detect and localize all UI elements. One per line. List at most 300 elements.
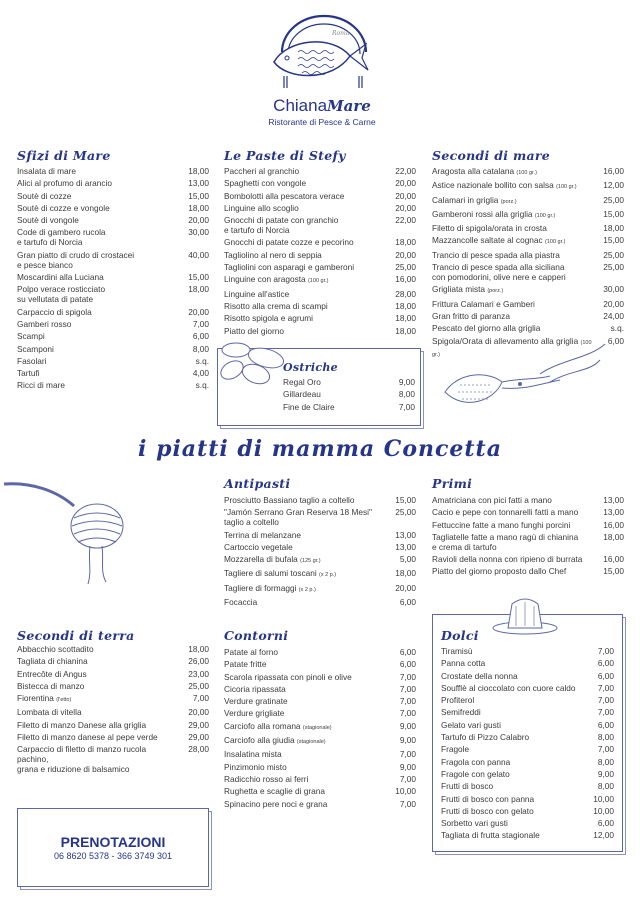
menu-item-name: Polpo verace rosticciato su vellutata di patate [17,284,106,305]
menu-item-label [224,274,328,286]
menu-item-price: 18,00 [188,166,209,176]
logo-script: Roma [332,30,350,37]
menu-item-price: 9,00 [597,768,614,779]
menu-item-name: Scamponi [17,343,54,354]
menu-item-price: 5,00 [399,554,416,565]
section-title-antipasti: Antipasti [224,476,291,491]
menu-item [17,644,209,654]
menu-item-name: Linguine all'astice [224,288,290,299]
menu-item-name: Verdure grigliate [224,708,285,719]
menu-item-name: Tartufo di Pizzo Calabro [441,732,530,743]
menu-item-price: 10,00 [593,793,614,804]
menu-item-name: Pescato del giorno alla griglia [432,323,541,334]
menu-item-name: Panna cotta [441,658,486,669]
menu-item [17,178,209,188]
menu-item-name: Tagliere di formaggi [224,582,297,593]
menu-item-price: 7,00 [399,671,416,682]
menu-item-name: Soutè di cozze e vongole [17,202,110,213]
menu-item-name: Grigliata mista [432,284,486,295]
list-secondi-terra [17,644,209,777]
menu-item [441,720,614,730]
menu-item-price: 6,00 [399,659,416,670]
menu-item-label [17,693,71,705]
menu-item [432,532,624,552]
menu-item [432,284,624,296]
menu-item [432,507,624,517]
menu-item-price: 7,00 [597,682,614,693]
reservations-phones[interactable]: 06 8620 5378 - 366 3749 301 [53,851,173,861]
menu-item-name: Tagliatelle fatte a mano ragù di chianina e crema di tartufo [432,531,579,552]
menu-item [432,235,624,247]
list-primi [432,495,624,579]
menu-item-price: 8,00 [597,732,614,743]
menu-item-name: Bistecca di manzo [17,680,85,691]
menu-item-price: 20,00 [395,178,416,189]
menu-item-name: Prosciutto Bassiano taglio a coltello [224,495,355,505]
menu-item-note: (porz.) [487,288,504,295]
menu-item [441,744,614,754]
menu-item-price: 15,00 [603,208,624,219]
menu-item-price: 25,00 [395,262,416,273]
menu-item-name: Tagliere di salumi toscani [224,568,317,579]
menu-item [441,658,614,668]
menu-item [17,669,209,679]
menu-item [17,707,209,717]
menu-item-name: Profiterol [441,695,475,706]
menu-item [224,262,416,272]
menu-item [224,762,416,772]
menu-item-name: Cacio e pepe con tonnarelli fatti a mano [432,507,579,518]
menu-item [17,380,209,390]
menu-item [17,693,209,705]
menu-item-price: 22,00 [395,215,416,226]
menu-item-name: Tartufi [17,368,40,379]
menu-item [224,191,416,201]
menu-item-price: 20,00 [395,582,416,593]
menu-item [283,402,415,412]
menu-item [224,799,416,809]
menu-item-price: 16,00 [395,274,416,285]
menu-item-name: Abbacchio scottadito [17,644,94,654]
menu-item-price: 7,00 [399,683,416,694]
menu-item [224,659,416,669]
menu-item-price: s.q. [195,380,209,391]
menu-item-name: Fragole con gelato [441,768,510,779]
pudding-icon [490,592,560,636]
menu-item-price: 6,00 [192,331,209,342]
menu-item-label [432,284,503,296]
menu-item-price: 29,00 [188,719,209,730]
menu-item-name: Spigola/Orata di allevamento alla griglia [432,335,579,346]
section-title-paste: Le Paste di Stefy [224,148,346,163]
menu-item-name: Cartoccio vegetale [224,541,293,552]
menu-item-name: Gamberi rosso [17,318,72,329]
menu-item [17,307,209,317]
menu-item [432,209,624,221]
menu-item [224,774,416,784]
menu-item-name: Tagliolini con asparagi e gamberoni [224,262,355,273]
brand-name-script: Mare [327,97,371,115]
menu-item-name: Lombata di vitella [17,707,82,718]
squid-icon [440,340,610,430]
menu-item-name: Frutti di bosco con panna [441,793,535,804]
section-title-contorni: Contorni [224,628,289,643]
menu-item-label [224,735,326,747]
menu-item-name: Risotto spigola e agrumi [224,313,314,324]
menu-item-note: (stagionale) [296,739,326,746]
menu-item-name: Radicchio rosso ai ferri [224,773,309,784]
menu-item-label [432,195,517,207]
menu-item [224,583,416,595]
menu-item-price: 7,00 [399,773,416,784]
menu-item-name: Fragole [441,744,470,755]
menu-item-price: 16,00 [603,519,624,530]
menu-item-name: Tagliolino al nero di seppia [224,249,322,260]
menu-item [17,272,209,282]
list-antipasti [224,495,416,609]
menu-item-name: Frittura Calamari e Gamberi [432,298,535,309]
menu-item-name: Rughetta e scaglie di grana [224,786,326,797]
menu-item-name: Frutti di bosco con gelato [441,805,534,816]
menu-item [283,389,415,399]
menu-item [17,732,209,742]
menu-item [224,495,416,505]
menu-item-name: Mazzancolle saltate al cognac [432,235,543,246]
menu-item-price: 12,00 [593,830,614,841]
menu-item-label [432,209,555,221]
menu-item [224,237,416,247]
menu-item-name: "Jamón Serrano Gran Reserva 18 Mesi" taglio a coltello [224,507,372,528]
menu-item-name: Linguine allo scoglio [224,202,299,213]
menu-item-note: (porz.) [500,198,517,205]
menu-item-note: (stagionale) [302,724,332,731]
section-title-sfizi: Sfizi di Mare [17,148,111,163]
menu-item [224,672,416,682]
menu-item-price: 18,00 [395,313,416,324]
menu-item-price: 13,00 [188,178,209,189]
menu-item-price: 29,00 [188,732,209,743]
menu-item-price: 18,00 [395,568,416,579]
menu-item [224,313,416,323]
menu-item-note: (100 gr.) [432,339,592,358]
menu-item [432,195,624,207]
menu-item [441,695,614,705]
menu-item-label [224,554,321,566]
menu-item-name: Soutè di vongole [17,215,79,226]
menu-item-name: Scampi [17,331,45,342]
menu-item [224,215,416,235]
menu-item-note: (x 2 p.) [298,586,316,593]
menu-item-price: 20,00 [188,707,209,718]
menu-item-label [224,583,316,595]
fish-logo-icon [262,14,382,96]
menu-item-price: 6,00 [607,335,624,346]
menu-item-price: 8,00 [597,781,614,792]
menu-item-name: Patate fritte [224,659,267,670]
menu-item-label [432,180,577,192]
menu-item [432,299,624,309]
menu-item-price: 20,00 [188,215,209,226]
menu-item [441,671,614,681]
menu-item-price: 15,00 [603,235,624,246]
menu-item-price: 8,00 [398,389,415,400]
menu-item-price: 8,00 [192,343,209,354]
section-title-ostriche: Ostriche [283,361,338,374]
menu-item-price: 25,00 [603,262,624,273]
menu-item-price: 20,00 [188,306,209,317]
menu-item-name: Cicoria ripassata [224,683,286,694]
menu-item-price: 25,00 [395,507,416,518]
menu-item-price: 7,00 [192,318,209,329]
menu-item-price: 16,00 [603,166,624,176]
menu-item-name: Soufflè al cioccolato con cuore caldo [441,682,576,693]
menu-item-name: Gnocchi di patate con granchio e tartufo di Norcia [224,215,339,236]
list-contorni [224,647,416,811]
menu-item-price: 9,00 [399,735,416,746]
menu-item [432,250,624,260]
menu-item [17,250,209,270]
menu-item-price: 6,00 [399,597,416,608]
menu-item-price: 6,00 [597,658,614,669]
menu-item-name: Frutti di bosco [441,781,494,792]
menu-item-name: Gran fritto di paranza [432,310,510,321]
menu-item-note: (x 2 p.) [319,572,337,579]
menu-item [17,356,209,366]
menu-item-name: Insalata di mare [17,166,77,176]
menu-item-price: 18,00 [603,223,624,234]
menu-item [17,344,209,354]
logo [262,14,382,134]
menu-item-name: Paccheri al granchio [224,166,300,176]
menu-item [432,323,624,333]
menu-item-note: (100 gr.) [545,239,566,246]
menu-item [441,830,614,840]
menu-item [17,215,209,225]
menu-item [17,720,209,730]
menu-item-name: Gnocchi di patate cozze e pecorino [224,237,354,248]
menu-item-name: Astice nazionale bollito con salsa [432,180,554,191]
menu-item [432,554,624,564]
menu-item-name: Tagliata di chianina [17,656,88,667]
list-dolci [441,646,614,843]
menu-item-name: Verdure gratinate [224,696,288,707]
menu-item [224,326,416,336]
menu-item [432,262,624,282]
menu-item [432,566,624,576]
list-sfizi [17,166,209,393]
menu-item [224,274,416,286]
menu-item-name: Patate al forno [224,647,278,657]
menu-item-name: Tiramisù [441,646,473,656]
menu-item-name: Ricci di mare [17,380,65,391]
menu-item-price: 7,00 [192,693,209,704]
menu-item-price: 26,00 [188,656,209,667]
menu-item-note: (l'etto) [56,697,72,704]
oysters-icon [218,340,288,388]
section-title-dolci: Dolci [441,628,479,643]
spaghetti-fork-icon [2,476,132,586]
menu-item [17,319,209,329]
section-title-secondi-terra: Secondi di terra [17,628,135,643]
menu-item-price: 22,00 [395,166,416,176]
menu-item-price: 7,00 [399,749,416,760]
menu-item-name: Fine de Claire [283,401,335,412]
menu-item-name: Aragosta alla catalana [432,166,515,176]
menu-item [224,735,416,747]
menu-item-price: 9,00 [398,377,415,387]
menu-item-name: Carciofo alla romana [224,720,301,731]
menu-item-price: 7,00 [399,696,416,707]
menu-item [17,166,209,176]
menu-item [441,757,614,767]
menu-item [224,203,416,213]
menu-item-name: Fasolari [17,355,47,366]
menu-item-name: Piatto del giorno [224,325,284,336]
menu-item [224,301,416,311]
menu-item-name: Semifreddi [441,707,481,718]
menu-item-price: 6,00 [399,647,416,657]
menu-item [432,520,624,530]
menu-item-name: Gillardeau [283,389,321,400]
menu-item [224,554,416,566]
menu-item-price: 40,00 [188,249,209,260]
menu-item-price: 25,00 [188,680,209,691]
menu-item-price: 18,00 [395,300,416,311]
menu-item [224,684,416,694]
menu-item-name: Linguine con aragosta [224,274,306,285]
section-title-secondi-mare: Secondi di mare [432,148,551,163]
menu-item-price: 13,00 [395,529,416,540]
menu-item-name: Spinacino pere noci e grana [224,798,328,809]
menu-item-name: Pinzimonio misto [224,761,287,772]
menu-item-name: Regal Oro [283,377,321,387]
menu-item-price: 15,00 [603,566,624,577]
menu-item-price: 28,00 [395,288,416,299]
menu-item-name: Focaccia [224,597,258,608]
menu-item [17,744,209,774]
menu-item-price: 6,00 [597,818,614,829]
menu-item-name: Soutè di cozze [17,190,72,201]
menu-item [224,507,416,527]
menu-item-note: (100 gr.) [516,170,537,176]
menu-item [224,721,416,733]
list-secondi-mare [432,166,624,362]
menu-item [432,166,624,178]
brand-subtitle: Ristorante di Pesce & Carne [268,117,376,127]
menu-item-name: Fiorentina [17,693,54,704]
menu-item [224,696,416,706]
menu-item-note: (125 gr.) [300,558,321,565]
menu-item-note: (100 gr.) [556,184,577,191]
menu-item [17,681,209,691]
menu-item-price: 20,00 [395,202,416,213]
menu-item [224,166,416,176]
menu-item-price: 4,00 [192,368,209,379]
menu-item [441,646,614,656]
menu-item [224,708,416,718]
menu-item-price: 18,00 [395,237,416,248]
menu-item-name: Alici al profumo di arancio [17,178,112,189]
menu-item [224,178,416,188]
menu-item-price: 8,00 [597,756,614,767]
menu-item-name: Carpaccio di filetto di manzo rucola pachino, grana e riduzione di balsamico [17,744,147,775]
menu-item-price: 7,00 [398,401,415,412]
menu-item-name: Tagliata di frutta stagionale [441,830,540,841]
menu-item-name: Piatto del giorno proposto dallo Chef [432,566,567,577]
menu-item-price: 7,00 [597,695,614,706]
menu-item-price: 18,00 [603,531,624,542]
menu-item-price: 30,00 [188,227,209,238]
menu-item-price: 9,00 [399,720,416,731]
menu-item [224,749,416,759]
menu-item [441,683,614,693]
menu-item [224,289,416,299]
menu-item-price: 18,00 [188,644,209,654]
menu-item-name: Filetto di manzo Danese alla griglia [17,719,147,730]
menu-item [17,191,209,201]
menu-item-name: Carpaccio di spigola [17,306,92,317]
menu-item [17,284,209,304]
menu-item [17,368,209,378]
menu-item-label [432,235,565,247]
menu-item-price: s.q. [195,355,209,366]
menu-item-name: Sorbetto vari gusti [441,818,508,829]
menu-item-price: 7,00 [399,798,416,809]
menu-item [17,227,209,247]
menu-item-price: 7,00 [399,708,416,719]
menu-item-price: 13,00 [395,541,416,552]
menu-item-price: 25,00 [603,249,624,260]
menu-item-name: Carciofo alla giudia [224,735,295,746]
menu-item-price: 15,00 [188,190,209,201]
menu-item-price: 20,00 [395,190,416,201]
menu-item-name: Trancio di pesce spada alla piastra [432,249,560,260]
mamma-concetta-title: i piatti di mamma Concetta [138,436,502,462]
menu-item [441,794,614,804]
menu-item-name: Moscardini alla Luciana [17,272,104,283]
menu-item-price: 18,00 [395,325,416,336]
menu-item-price: 9,00 [399,761,416,772]
menu-item-price: 10,00 [395,786,416,797]
menu-item-name: Gelato vari gusti [441,719,501,730]
menu-item [224,530,416,540]
menu-item-label [224,721,332,733]
menu-item [17,331,209,341]
menu-item [283,377,415,387]
menu-item-price: 20,00 [395,249,416,260]
menu-item-price: 25,00 [603,194,624,205]
menu-item [441,781,614,791]
menu-item-name: Gamberoni rossi alla griglia [432,208,533,219]
menu-item-price: 10,00 [593,805,614,816]
menu-item-price: 18,00 [188,284,209,295]
menu-item-name: Code di gambero rucola e tartufo di Norcia [17,227,106,248]
menu-item-name: Fettuccine fatte a mano funghi porcini [432,519,571,530]
menu-item [441,732,614,742]
menu-item-price: 15,00 [395,495,416,505]
menu-item [441,818,614,828]
menu-item [224,250,416,260]
menu-item [441,769,614,779]
menu-item-price: 7,00 [597,744,614,755]
menu-item-name: Bombolotti alla pescatora verace [224,190,345,201]
menu-item-note: (100 gr.) [307,278,329,285]
menu-item-price: 16,00 [603,554,624,565]
menu-item-price: 30,00 [603,284,624,295]
menu-item-name: Calamari in griglia [432,194,499,205]
menu-item [224,647,416,657]
menu-item-price: 18,00 [188,202,209,213]
